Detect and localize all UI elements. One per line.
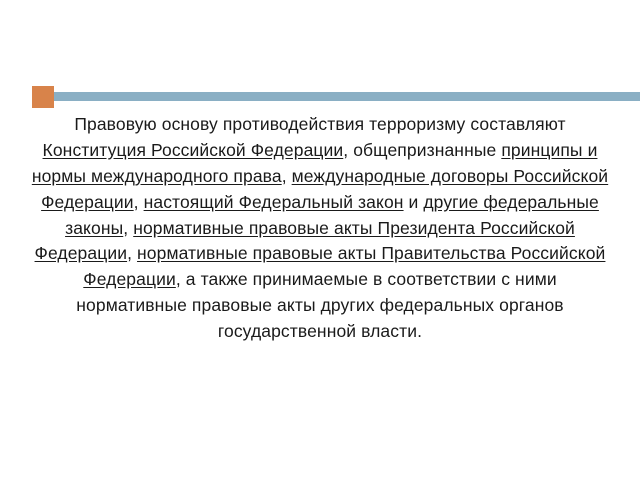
legal-reference-link[interactable]: нормативные правовые акты Правительства Российской Федерации — [83, 243, 606, 290]
paragraph-text-run: , а также принимаемые в соответствии с ними нормативные правовые акты других федеральных органов государственной власти. — [76, 269, 564, 342]
legal-reference-link[interactable]: настоящий Федеральный закон — [143, 191, 404, 212]
paragraph-text-run: , — [127, 243, 138, 264]
paragraph-text-run: , общепризнанные — [343, 139, 502, 160]
paragraph-text-run: , — [123, 217, 134, 238]
paragraph-text-run: и — [403, 191, 424, 212]
header-accent-square — [32, 86, 54, 108]
paragraph-text-run: , — [133, 191, 144, 212]
legal-reference-link[interactable]: принципы и нормы международного права — [31, 139, 598, 186]
legal-reference-link[interactable]: другие федеральные законы — [65, 191, 599, 238]
paragraph-text-run: Правовую основу противодействия терроризму составляют — [74, 114, 566, 134]
legal-reference-link[interactable]: Конституция Российской Федерации — [42, 139, 344, 160]
paragraph-text-run: , — [281, 165, 292, 186]
header-accent-bar — [32, 92, 640, 101]
legal-reference-link[interactable]: международные договоры Российской Федерации — [41, 165, 609, 212]
slide-body-paragraph — [30, 112, 610, 345]
legal-reference-link[interactable]: нормативные правовые акты Президента Российской Федерации — [34, 217, 575, 264]
